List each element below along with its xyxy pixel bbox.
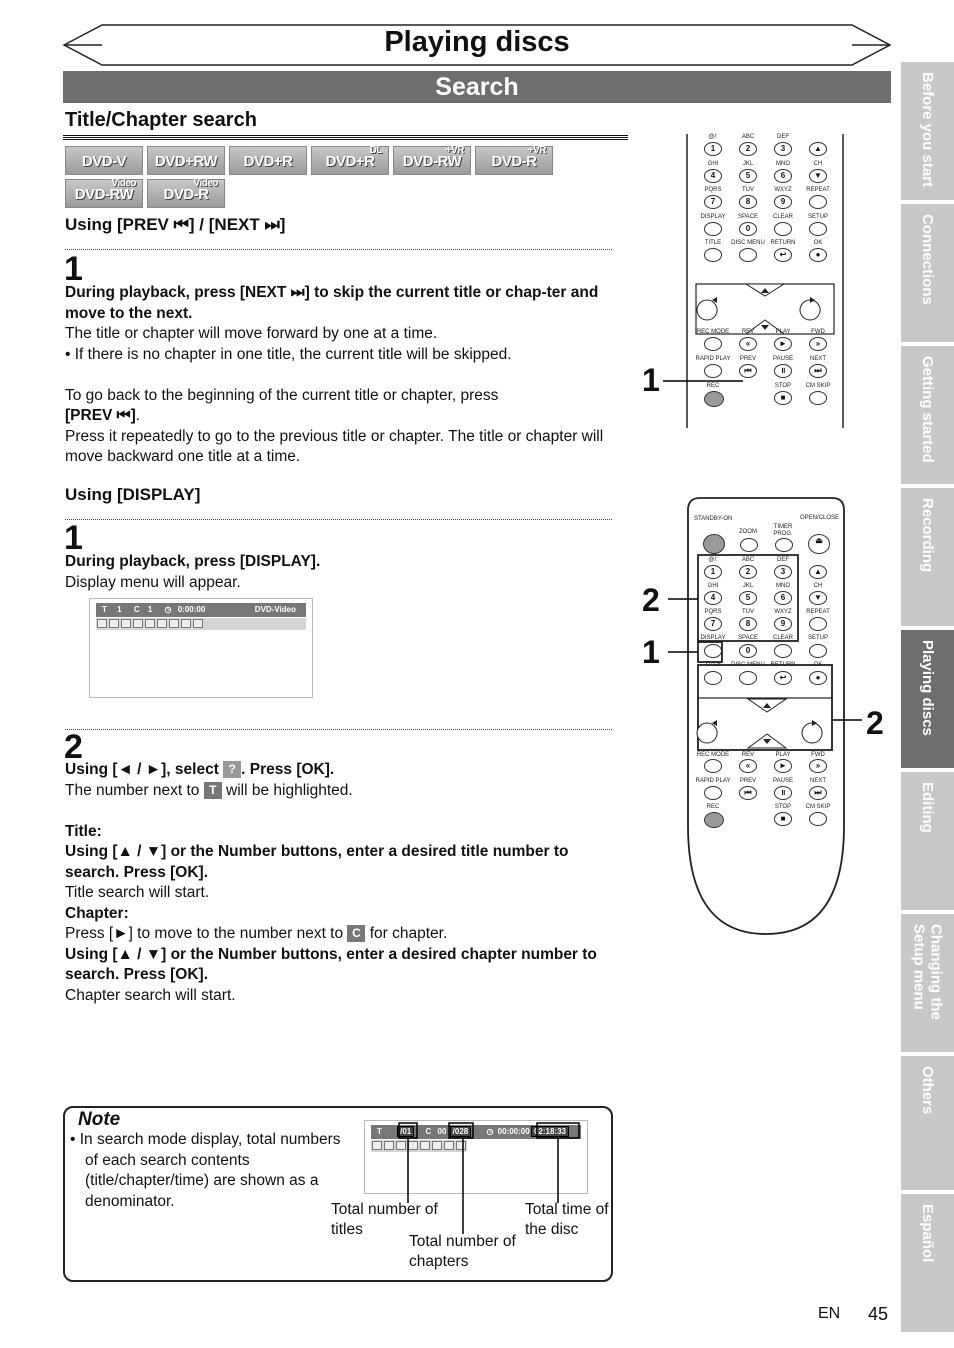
return-button[interactable]: ↩ (774, 671, 792, 685)
chapter-icon: C (347, 925, 365, 942)
num-7-button[interactable]: 7 (704, 195, 722, 209)
display-menu-screen (89, 598, 313, 698)
next-button[interactable]: ⏭ (809, 786, 827, 800)
title-result: Title search will start. (65, 884, 210, 901)
next-button[interactable]: ⏭ (809, 364, 827, 378)
btn-label: REPEAT (806, 609, 830, 615)
callout-lines-bottom (640, 590, 900, 730)
callout-step-1: 1 (642, 634, 660, 670)
rec-mode-button[interactable] (704, 759, 722, 773)
page-number: 45 (868, 1304, 889, 1324)
btn-label: NEXT (809, 356, 826, 362)
ch-up-button[interactable]: ▲ (809, 565, 827, 579)
tab-connections[interactable] (901, 204, 954, 342)
stop-button[interactable]: ■ (774, 391, 792, 405)
btn-label: GHI (707, 583, 719, 589)
btn-label: TUV (742, 187, 754, 193)
step-number: 2 (64, 728, 83, 766)
note-box (63, 1106, 613, 1282)
btn-label: WXYZ (774, 609, 792, 615)
btn-label: MNO (776, 583, 790, 589)
btn-label: WXYZ (774, 187, 792, 193)
repeat-button[interactable] (809, 195, 827, 209)
btn-label: OK (813, 240, 823, 246)
num-1-button[interactable]: 1 (704, 565, 722, 579)
btn-label: SPACE (738, 635, 758, 641)
num-0-button[interactable]: 0 (739, 222, 757, 236)
chapter-detail-end: for chapter. (369, 925, 448, 942)
tab-label: Español (919, 1204, 936, 1263)
step-bullet: • If there is no chapter in one title, the current title will be skipped. (65, 345, 512, 363)
callout-line-1 (663, 376, 783, 386)
callout-step-2: 2 (642, 582, 660, 618)
ch-down-button[interactable]: ▼ (809, 591, 827, 605)
btn-label: DEF (777, 557, 789, 563)
btn-label: DISPLAY (700, 214, 726, 220)
num-8-button[interactable]: 8 (739, 617, 757, 631)
clock-icon: ◷ (164, 605, 172, 614)
ok-button[interactable]: ● (809, 671, 827, 685)
cm-skip-button[interactable] (809, 812, 827, 826)
tab-label: Editing (919, 782, 936, 833)
subtitle-icon (121, 619, 131, 628)
btn-label: PAUSE (773, 356, 793, 362)
step-detail: Display menu will appear. (65, 573, 241, 591)
stop-button[interactable]: ■ (774, 812, 792, 826)
footer-language: EN (818, 1305, 841, 1322)
title-instruction: Using [▲ / ▼] or the Number buttons, enter a desired title number to search. Press [OK]. (65, 843, 569, 881)
tab-espanol[interactable] (901, 1194, 954, 1332)
rev-button[interactable]: « (739, 337, 757, 351)
pause-button[interactable]: ॥ (774, 364, 792, 378)
rapid-play-button[interactable] (704, 786, 722, 800)
fwd-button[interactable]: » (809, 337, 827, 351)
disc-logo: Video DVD-R (147, 179, 225, 208)
noise-reduction-icon (169, 619, 179, 628)
btn-label: REC (706, 804, 720, 810)
num-6-button[interactable]: 6 (774, 169, 792, 183)
ch-down-button[interactable]: ▼ (809, 169, 827, 183)
step-instruction: During playback, press [NEXT ⏭] to skip the current title or chap-ter and move to the next. (65, 284, 599, 322)
num-8-button[interactable]: 8 (739, 195, 757, 209)
btn-label: REV (741, 752, 755, 758)
tab-label: Others (919, 1066, 936, 1115)
step-text (65, 760, 615, 1006)
btn-label: TITLE (704, 240, 722, 246)
tab-label: Before you start (919, 72, 936, 188)
num-5-button[interactable]: 5 (739, 591, 757, 605)
btn-label: ABC (741, 134, 755, 140)
zoom-icon (181, 619, 191, 628)
dotted-rule (65, 249, 612, 250)
num-3-button[interactable]: 3 (774, 142, 792, 156)
chapter-total: /028 (452, 1127, 469, 1136)
tab-label: Changing the Setup menu (910, 924, 945, 1020)
step-instruction: Using [◄ / ►], select (65, 761, 219, 778)
step-detail: The number next to (65, 781, 200, 799)
btn-label: RAPID PLAY (695, 778, 731, 784)
num-9-button[interactable]: 9 (774, 195, 792, 209)
tab-label: Getting started (919, 356, 936, 463)
btn-label: PREV (739, 778, 757, 784)
play-button[interactable]: ► (774, 337, 792, 351)
subsection-title: Title/Chapter search (65, 109, 257, 131)
note-leader-lines (63, 1106, 613, 1282)
tab-playing-discs[interactable] (901, 630, 954, 768)
step-text: During playback, press [NEXT ⏭] to skip the current title or chap-ter and move to the next. The title or chapter will move forward by one at a time. • If there is no chapter in one title, the current title will be skipped. To go back to the beginning of the current title or chapter, press [PREV ⏮]. Press it repeatedly to go to the previous title or chapter. The title or chapter will move backward one title at a time. (65, 283, 615, 468)
title-icon: T (377, 1127, 382, 1136)
num-7-button[interactable]: 7 (704, 617, 722, 631)
label-total-chapters: Total number of chapters (409, 1233, 516, 1270)
step-detail-end: will be highlighted. (226, 781, 353, 799)
step-instruction-end: . Press [OK]. (241, 761, 335, 778)
btn-label: GHI (707, 161, 719, 167)
btn-label: CLEAR (772, 214, 793, 220)
btn-label: DISPLAY (700, 635, 726, 641)
rec-mode-button[interactable] (704, 337, 722, 351)
btn-label: DEF (777, 134, 789, 140)
btn-label: PQRS (704, 609, 722, 615)
disc-menu-button[interactable] (739, 248, 757, 262)
btn-label: REV (741, 329, 755, 335)
btn-label: SPACE (738, 214, 758, 220)
tab-label: Recording (919, 498, 936, 573)
title-icon: T (102, 605, 107, 614)
disc-logo: +VR DVD-RW (393, 146, 471, 175)
btn-label: STOP (774, 804, 792, 810)
fwd-button[interactable]: » (809, 759, 827, 773)
btn-label: CH (813, 583, 823, 589)
chapter-label: Chapter: (65, 904, 129, 922)
title-icon: T (204, 782, 222, 799)
btn-label: SETUP (807, 214, 828, 220)
btn-label: PQRS (704, 187, 722, 193)
prev-button[interactable]: ⏮ (739, 786, 757, 800)
setup-button[interactable] (809, 222, 827, 236)
btn-label: PLAY (775, 752, 791, 758)
label-total-titles: Total number of titles (331, 1201, 438, 1238)
title-label: Title: (65, 822, 102, 840)
title-total: /01 (400, 1127, 412, 1136)
btn-label: TITLE (704, 662, 722, 668)
clock-icon: ◷ (486, 1127, 494, 1136)
dotted-rule (65, 519, 612, 520)
num-2-button[interactable]: 2 (739, 565, 757, 579)
pause-button[interactable]: ॥ (774, 786, 792, 800)
step-number: 1 (64, 519, 83, 557)
btn-label: TUV (742, 609, 754, 615)
title-button[interactable] (704, 248, 722, 262)
disc-logo: DVD+RW (147, 146, 225, 175)
num-1-button[interactable]: 1 (704, 142, 722, 156)
return-button[interactable]: ↩ (774, 248, 792, 262)
note-title: Note (78, 1109, 121, 1130)
btn-label: REC MODE (696, 752, 730, 758)
timer-prog-button[interactable] (775, 538, 793, 552)
disc-logo: DVD+R (229, 146, 307, 175)
display-button[interactable] (704, 222, 722, 236)
btn-label: MNO (776, 161, 790, 167)
time-current: 00:00:00 (497, 1127, 530, 1136)
btn-label: TIMER PROG. (773, 524, 793, 537)
btn-label: @/: (708, 134, 718, 140)
btn-label: PREV (739, 356, 757, 362)
callout-step-2: 2 (866, 705, 884, 741)
prev-button[interactable]: ⏮ (739, 364, 757, 378)
step-text (65, 552, 615, 593)
step-detail: The title or chapter will move forward by one at a time. (65, 325, 438, 342)
elapsed-time: 0:00:00 (177, 605, 206, 614)
label-total-time: Total time of the disc (525, 1201, 609, 1238)
btn-label: STANDBY-ON (694, 516, 733, 522)
chapter-icon: C (425, 1127, 432, 1136)
btn-label: RETURN (770, 240, 796, 246)
tab-before-you-start[interactable] (901, 62, 954, 200)
tab-setup-menu[interactable] (901, 914, 954, 1052)
btn-label: OPEN/CLOSE (800, 515, 840, 521)
callout-step-1: 1 (642, 362, 660, 398)
disc-logo: Video DVD-RW (65, 179, 143, 208)
prev-next-heading: Using [PREV ⏮] / [NEXT ⏭] (65, 215, 286, 234)
marker-icon (157, 619, 167, 628)
chapter-instruction: Using [▲ / ▼] or the Number buttons, enter a desired chapter number to search. Press [OK]. (65, 945, 597, 983)
ch-up-button[interactable]: ▲ (809, 142, 827, 156)
angle-icon (133, 619, 143, 628)
btn-label: DISC MENU (731, 240, 765, 246)
num-6-button[interactable]: 6 (774, 591, 792, 605)
num-5-button[interactable]: 5 (739, 169, 757, 183)
section-title: Search (63, 71, 891, 103)
cm-skip-button[interactable] (809, 391, 827, 405)
btn-label: OK (813, 662, 823, 668)
surround-icon (193, 619, 203, 628)
chapter-current: 00 (437, 1127, 447, 1136)
num-4-button[interactable]: 4 (704, 591, 722, 605)
zoom-button[interactable] (740, 538, 758, 552)
btn-label: @/: (708, 557, 718, 563)
num-0-button[interactable]: 0 (739, 644, 757, 658)
display-heading: Using [DISPLAY] (65, 485, 201, 504)
page-title: Playing discs (384, 26, 570, 58)
play-button[interactable]: ► (774, 759, 792, 773)
step-number: 1 (64, 250, 83, 288)
btn-label: PLAY (775, 329, 791, 335)
btn-label: PAUSE (773, 778, 793, 784)
note-bullet: • In search mode display, total numbers of each search contents (title/chapter/time) are shown as a denominator. (70, 1131, 341, 1210)
btn-label: JKL (742, 583, 754, 589)
prev-paragraph: To go back to the beginning of the current title or chapter, press (65, 386, 499, 404)
audio-icon (109, 619, 119, 628)
chapter-number: 1 (147, 605, 153, 614)
btn-label: JKL (742, 161, 754, 167)
open-close-button[interactable]: ⏏ (808, 534, 830, 554)
display-menu-bar (96, 603, 306, 617)
btn-label: REPEAT (806, 187, 830, 193)
btn-label: REC (706, 383, 720, 389)
display-icon-bar (96, 618, 306, 630)
title-number: 1 (117, 605, 122, 614)
btn-label: CM SKIP (805, 383, 831, 389)
dotted-rule (65, 729, 612, 730)
btn-label: RETURN (770, 662, 796, 668)
btn-label: NEXT (809, 778, 826, 784)
rev-button[interactable]: « (739, 759, 757, 773)
page-title-banner (62, 22, 892, 68)
tab-recording[interactable] (901, 488, 954, 626)
num-9-button[interactable]: 9 (774, 617, 792, 631)
tab-getting-started[interactable] (901, 346, 954, 484)
btn-label: RAPID PLAY (695, 356, 731, 362)
prev-repeat-paragraph: Press it repeatedly to go to the previous title or chapter. The title or chapter will move backward one title at a time. (65, 427, 604, 465)
ok-button[interactable]: ● (809, 248, 827, 262)
search-icon (97, 619, 107, 628)
btn-label: SETUP (807, 635, 828, 641)
prev-button-ref: [PREV ⏮] (65, 407, 136, 424)
tab-editing[interactable] (901, 772, 954, 910)
btn-label: ZOOM (739, 529, 757, 535)
rec-button[interactable] (704, 391, 724, 407)
btn-label: ABC (741, 557, 755, 563)
btn-label: CM SKIP (805, 804, 831, 810)
btn-label: DISC MENU (731, 662, 765, 668)
disc-type: DVD-Video (254, 605, 296, 614)
btn-label: CH (813, 161, 823, 167)
subsection-rule (63, 135, 628, 140)
num-4-button[interactable]: 4 (704, 169, 722, 183)
search-icon: ? (223, 761, 241, 778)
standby-on-button[interactable] (703, 534, 725, 554)
chapter-result: Chapter search will start. (65, 986, 236, 1004)
disc-logo: DVD-V (65, 146, 143, 175)
num-2-button[interactable]: 2 (739, 142, 757, 156)
step-instruction: During playback, press [DISPLAY]. (65, 553, 321, 570)
chapter-icon: C (133, 605, 140, 614)
tab-others[interactable] (901, 1056, 954, 1190)
tab-label: Connections (919, 214, 936, 305)
disc-logo: DL DVD+R (311, 146, 389, 175)
chapter-detail: Press [►] to move to the number next to (65, 925, 344, 942)
time-total: 02:18:33 (533, 1127, 566, 1136)
btn-label: REC MODE (696, 329, 730, 335)
disc-logo: +VR DVD-R (475, 146, 553, 175)
num-3-button[interactable]: 3 (774, 565, 792, 579)
btn-label: FWD (811, 329, 825, 335)
rec-button[interactable] (704, 812, 724, 828)
clear-button[interactable] (774, 222, 792, 236)
tab-label: Playing discs (919, 640, 936, 736)
btn-label: STOP (774, 383, 792, 389)
repeat-icon (145, 619, 155, 628)
btn-label: CLEAR (772, 635, 793, 641)
btn-label: FWD (811, 752, 825, 758)
